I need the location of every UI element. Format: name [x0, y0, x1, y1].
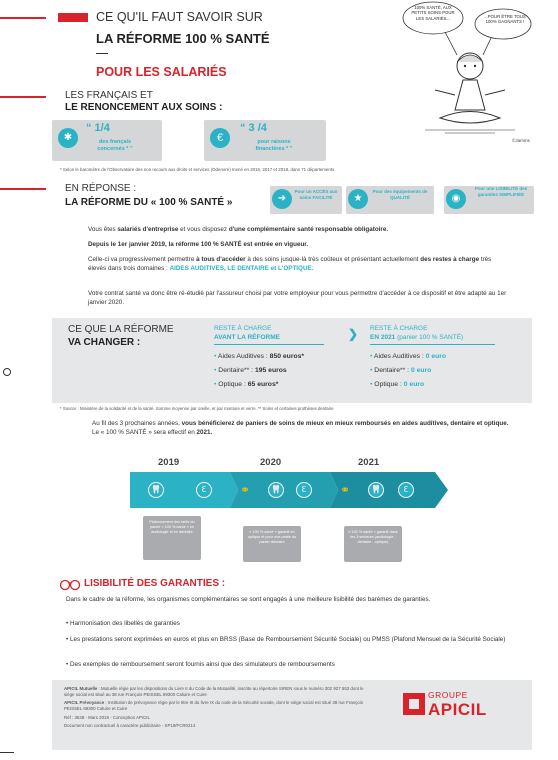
header-divider	[96, 53, 108, 54]
footer-line-4: Document non contractuel à caractère publicitaire - SP19/FCR0214	[64, 722, 196, 728]
stat-1-text: des français concernés * ”	[97, 139, 133, 152]
para1-b: salariés d'entreprise	[117, 226, 179, 233]
col1-title-2: AVANT LA RÉFORME	[214, 334, 280, 341]
ear-icon: ℇ	[398, 482, 414, 498]
para1-c: et vous disposez	[178, 226, 229, 233]
footer-line-2: APICIL Prévoyance : Institution de prévoyance régie par le titre III du livre IX du code de la Sécurité sociale, dont le siège social est situé 38 rue François PEISSEL 69300 Caluire et Cuire	[64, 700, 363, 712]
footer-legal	[64, 686, 364, 729]
col2-title-1: RESTE À CHARGE	[370, 325, 428, 332]
paragraph-2: Depuis le 1er janvier 2019, la réforme 100 % SANTÉ est entrée en vigueur.	[88, 241, 309, 248]
timeline-intro: Au fil des 3 prochaines années, vous bénéficierez de paniers de soins de mieux en mieux remboursés en aides auditives, dentaire et optique. Le « 100 % SANTÉ » sera effectif en 2021.	[92, 420, 509, 436]
header-subtitle: POUR LES SALARIÉS	[96, 65, 227, 79]
lisibilite-bullet-1: • Harmonisation des libellés de garanties	[66, 620, 180, 627]
margin-target-icon	[3, 368, 11, 376]
para3-b: à tous d'accéder	[196, 256, 246, 263]
france-map-icon: ✱	[58, 128, 78, 148]
logo-group-text: GROUPE	[428, 690, 468, 700]
lisibilite-bullet-2: • Les prestations seront exprimées en euros et plus en BRSS (Base de Remboursement Sécurité Sociale) ou PMSS (Plafond Mensuel de la Sécurité Sociale)	[66, 636, 506, 643]
para3-c: à des soins jusque-là très coûteux et présentant actuellement	[245, 256, 421, 263]
col1-item: • Dentaire** : 195 euros	[214, 367, 287, 374]
section2-heading-line1: EN RÉPONSE :	[65, 183, 137, 194]
paragraph-4: Votre contrat santé va donc être ré-étudié par l'assureur choisi par votre employeur pour vous permettre d'accéder à ce dispositif et être adapté au 1er janvier 2020.	[88, 290, 507, 306]
col2-title-2: EN 2021 (panier 100 % SANTÉ)	[370, 334, 464, 341]
col2-list	[370, 350, 446, 392]
timeline-note-2019: Plafonnement des tarifs du panier « 100 % santé » en audiologie et en dentaire	[143, 516, 201, 560]
badge-access-label: Pour un ACCÈS aux soins FACILITÉ	[294, 189, 338, 200]
change-heading-line2: VA CHANGER :	[68, 337, 141, 348]
footer-line-1: APICIL Mutuelle : Mutuelle régie par les dispositions du Livre II du Code de la Mutualité, inscrite au répertoire SIREN sous le numéro 302 927 553 dont le siège social est situé au 38 rue François PEISSEL 69300 Caluire et Cuire	[64, 686, 364, 698]
year-2020: 2020	[260, 457, 282, 468]
col1-list	[214, 350, 304, 392]
col1-title-1: RESTE À CHARGE	[214, 325, 272, 332]
lisibilite-heading: LISIBILITÉ DES GARANTIES :	[84, 578, 226, 589]
arrow-icon: ❯	[348, 327, 359, 341]
lisibilite-bullet-3: • Des exemples de remboursement seront fournis ainsi que des simulateurs de remboursements	[66, 661, 335, 668]
header-red-block	[58, 13, 88, 22]
stat-1-value: “ 1/4	[86, 122, 110, 134]
paragraph-3	[88, 256, 508, 273]
col1-item: • Aides Auditives : 850 euros*	[214, 353, 305, 360]
para3-f: AIDES AUDITIVES, LE DENTAIRE et L'OPTIQUE.	[169, 264, 314, 272]
section1-footnote: * Selon le baromètre de l'Observatoire des non recours aux droits et services (Odenore) mené en 2016, 2017 et 2018, dans 71 départements.	[60, 167, 336, 172]
cartoon-signature: ©Jamms	[512, 138, 530, 143]
para3-e: très élevés dans trois domaines :	[88, 256, 492, 272]
corner-mark	[0, 752, 14, 753]
tooth-icon: 🦷	[148, 482, 164, 498]
header-title-line2: LA RÉFORME 100 % SANTÉ	[96, 31, 270, 46]
cartoon-illustration	[395, 0, 555, 160]
col2-item: • Optique : 0 euro	[370, 381, 425, 388]
timeline-note-2020: « 100 % santé » garanti en optique et pour une partie du panier dentaire	[243, 526, 301, 562]
header-title-line1: CE QU'IL FAUT SAVOIR SUR	[96, 10, 263, 24]
year-2021: 2021	[358, 457, 380, 468]
glasses-icon: ⚭	[339, 483, 351, 497]
year-2019: 2019	[158, 457, 180, 468]
para3-a: Celle-ci va progressivement permettre	[88, 256, 197, 263]
glasses-icon: ⚭	[239, 483, 251, 497]
section1-heading-line1: LES FRANÇAIS ET	[65, 90, 153, 101]
stat-2-text: pour raisons financières * ”	[255, 139, 293, 152]
col1-title-underline	[214, 344, 324, 345]
euro-icon: €	[210, 128, 230, 148]
logo-name-text: APICIL	[428, 700, 487, 719]
col1-item: • Optique : 65 euros*	[214, 381, 279, 388]
paragraph-1	[88, 226, 518, 235]
para1-d: d'une complémentaire santé responsable obligatoire.	[228, 226, 389, 233]
section2-rule	[0, 188, 46, 190]
stat-2-value: “ 3 /4	[240, 122, 267, 134]
footer-line-3: Réf : 3638 - Mars 2019 - Conception APICIL	[64, 714, 150, 720]
badge-readability-label: Pour une LISIBILITÉ des garanties SIMPLIFIÉE	[474, 186, 528, 197]
ear-icon: ℇ	[196, 482, 212, 498]
cartoon-bubble-1: 100% SANTÉ, AUX PETITS SOINS POUR LES SALARIÉS...	[411, 5, 455, 21]
change-footnote: * Source : Ministère de la solidarité et de la santé. Somme moyenne par oreille, et par monture et verre. ** Soins et certaines prothèses dentaire	[60, 406, 334, 411]
section1-heading-line2: LE RENONCEMENT AUX SOINS :	[65, 102, 223, 113]
para3-d: des restes à charge	[420, 256, 480, 263]
tooth-icon: 🦷	[368, 482, 384, 498]
para1-a: Vous êtes	[88, 226, 118, 233]
section2-heading-line2: LA RÉFORME DU « 100 % SANTÉ »	[65, 197, 233, 208]
col2-item: • Aides Auditives : 0 euro	[370, 353, 447, 360]
ear-icon: ℇ	[296, 482, 312, 498]
quality-icon: ★	[348, 189, 368, 209]
change-heading-line1: CE QUE LA RÉFORME	[68, 324, 174, 335]
lisibilite-intro: Dans le cadre de la réforme, les organismes complémentaires se sont engagés à une meilleure lisibilité des barèmes de garanties.	[66, 596, 431, 603]
section1-rule	[0, 96, 46, 98]
col2-title-underline	[370, 344, 495, 345]
tooth-icon: 🦷	[268, 482, 284, 498]
eye-icon: ◉	[446, 189, 466, 209]
binoculars-icon	[60, 577, 80, 591]
col2-item: • Dentaire** : 0 euro	[370, 367, 432, 374]
access-icon: ➜	[272, 189, 292, 209]
header-rule	[0, 17, 46, 19]
badge-quality-label: Pour des équipements de QUALITÉ	[372, 189, 428, 200]
timeline-note-2021: « 100 % santé » garanti dans les 3 secteurs (audiologie - dentaire - optique)	[344, 526, 402, 562]
cartoon-bubble-2: ...POUR ÊTRE TOUS 100% GAGNANTS !	[484, 14, 526, 25]
apicil-logo-mark	[403, 693, 425, 715]
